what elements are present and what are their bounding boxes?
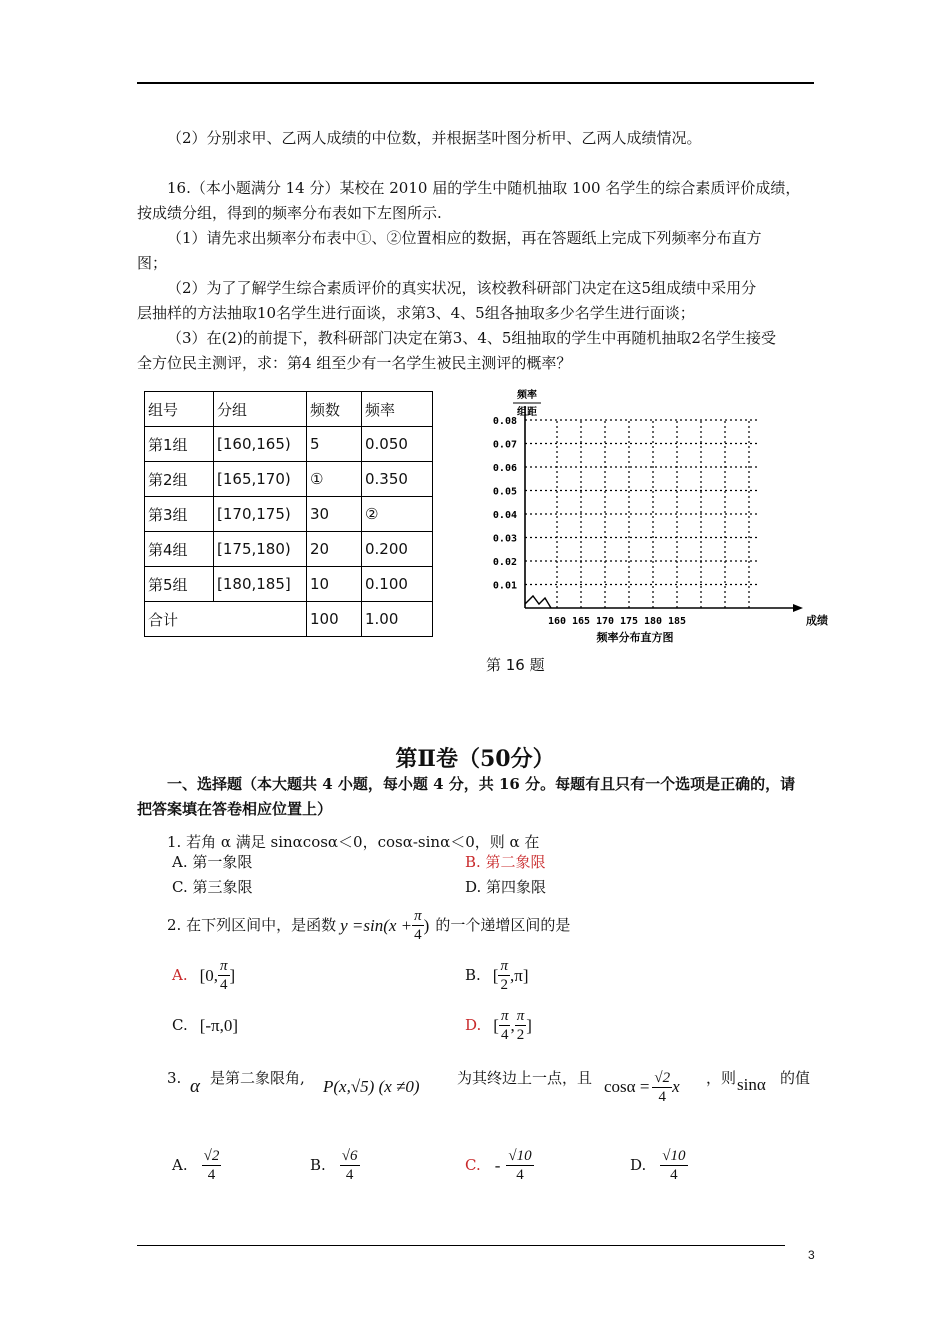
q3-b-label: B. — [310, 1155, 326, 1174]
frac-den: 4 — [414, 926, 422, 943]
section-heading-line2: 把答案填在答卷相应位置上） — [137, 800, 333, 818]
table-header-row — [145, 392, 433, 427]
q2-a-label: A. — [172, 965, 188, 984]
frac-num: π — [500, 1007, 509, 1024]
table-row — [145, 567, 433, 602]
y-tick-label: 0.07 — [492, 439, 517, 451]
q3-text3: ，则 — [706, 1069, 737, 1087]
q3-sin-label: sinα — [737, 1075, 766, 1094]
q2-c-label: C. — [172, 1015, 188, 1034]
frac-num: π — [516, 1007, 525, 1024]
q3-text2: 为其终边上一点，且 — [457, 1069, 593, 1087]
cell: 第2组 — [145, 462, 214, 497]
x-tick-label: 165 — [571, 616, 591, 627]
cell: 第1组 — [145, 427, 214, 462]
q16-caption: 第 16 题 — [486, 656, 545, 674]
cell: 20 — [307, 532, 362, 567]
total-freq: 1.00 — [362, 602, 433, 637]
y-label-top: 频率 — [517, 390, 537, 401]
q2-func-close: ) — [423, 915, 430, 935]
q1-stem: 1. 若角 α 满足 sinαcosα＜0，cosα-sinα＜0，则 α 在 — [167, 833, 540, 851]
th-group-id: 组号 — [145, 392, 214, 427]
axis-break-mark — [525, 596, 551, 608]
q1-option-b — [465, 850, 546, 875]
q16-intro-line1: 16.（本小题满分 14 分）某校在 2010 届的学生中随机抽取 100 名学生的综合素质评价成绩， — [167, 179, 801, 197]
y-tick-label: 0.02 — [492, 557, 517, 568]
chart-title: 频率分布直方图 — [596, 631, 674, 644]
q16-part3-line1: （3）在(2)的前提下，教科研部门决定在第3、4、5组抽取的学生中再随机抽取2名学生接受 — [167, 329, 776, 347]
cell: 30 — [307, 497, 362, 532]
frac-num: √2 — [654, 1069, 671, 1086]
q2-a-pre: [0, — [199, 965, 219, 985]
q16-part1-line2: 图； — [137, 254, 168, 272]
q2-b-fraction — [498, 957, 510, 994]
q2-option-a — [172, 955, 235, 995]
q3-option-b — [310, 1140, 360, 1190]
q2-c-text: [-π,0] — [199, 1015, 239, 1035]
q3-b-fraction — [340, 1147, 360, 1184]
q2-d-pre: [ — [493, 1015, 499, 1035]
q3-option-a — [172, 1140, 221, 1190]
cell: 第4组 — [145, 532, 214, 567]
q2-func-fraction — [412, 907, 424, 944]
cell: 0.350 — [362, 462, 433, 497]
total-count: 100 — [307, 602, 362, 637]
q3-cos-fraction — [652, 1069, 672, 1106]
q2-stem-pre: 2. 在下列区间中，是函数 — [167, 915, 337, 934]
histogram-grid — [493, 388, 828, 644]
q3-d-label: D. — [630, 1155, 647, 1174]
cell: 10 — [307, 567, 362, 602]
frac-den: 2 — [500, 976, 508, 993]
q3-text4: 的值 — [780, 1069, 811, 1087]
frac-den: 4 — [220, 976, 228, 993]
table-row — [145, 532, 433, 567]
table-row — [145, 462, 433, 497]
x-tick-label: 175 — [619, 616, 639, 627]
q1-option-d: D. 第四象限 — [465, 878, 547, 896]
frac-den: 4 — [207, 1166, 216, 1183]
cell: [170,175) — [214, 497, 307, 532]
q3-cos-label: cosα = — [604, 1077, 650, 1096]
cell: 0.200 — [362, 532, 433, 567]
q16-part2-line1: （2）为了了解学生综合素质评价的真实状况，该校教科研部门决定在这5组成绩中采用分 — [167, 279, 757, 297]
y-tick-label: 0.04 — [492, 510, 517, 521]
q2-a-fraction — [218, 957, 230, 994]
q1-option-a: A. 第一象限 — [172, 853, 253, 871]
q3-alpha: α — [190, 1076, 200, 1097]
frac-num: √6 — [341, 1147, 358, 1164]
header-rule — [137, 82, 814, 84]
q3-c-fraction — [506, 1147, 533, 1184]
q3-point: P(x,√5) (x ≠0) — [323, 1077, 420, 1096]
q2-a-post: ] — [229, 965, 236, 985]
q3-a-label: A. — [172, 1155, 188, 1174]
cell: [175,180) — [214, 532, 307, 567]
q2-d-label: D. — [465, 1015, 482, 1034]
q2-d-fraction-2 — [515, 1007, 527, 1044]
q16-part2-line2: 层抽样的方法抽取10名学生进行面谈，求第3、4、5组各抽取多少名学生进行面谈； — [137, 304, 695, 322]
frac-num: π — [500, 957, 508, 974]
cell: 5 — [307, 427, 362, 462]
frac-den: 4 — [658, 1088, 667, 1105]
q3-option-d — [630, 1140, 688, 1190]
y-label-bottom: 组距 — [517, 407, 537, 418]
q2-b-pre: [ — [492, 965, 499, 985]
cell: ① — [307, 462, 362, 497]
q3-c-neg: - — [494, 1155, 501, 1175]
cell: ② — [362, 497, 433, 532]
q2-stem-post: 的一个递增区间的是 — [435, 915, 571, 934]
cell: [160,165) — [214, 427, 307, 462]
cell: [165,170) — [214, 462, 307, 497]
frac-num: π — [220, 957, 228, 974]
footer-rule — [137, 1245, 785, 1246]
q2-option-d — [465, 1005, 532, 1045]
frequency-table — [144, 391, 433, 637]
th-group-range: 分组 — [214, 392, 307, 427]
cell: 第5组 — [145, 567, 214, 602]
part2-title: 第Ⅱ卷（50分） — [395, 746, 555, 772]
cell: 0.100 — [362, 567, 433, 602]
histogram-chart — [485, 375, 828, 650]
q2-b-post: ,π] — [509, 965, 529, 985]
frac-num: π — [414, 907, 422, 924]
x-tick-label: 185 — [667, 616, 687, 627]
q16-part3-line2: 全方位民主测评，求：第4 组至少有一名学生被民主测评的概率？ — [137, 354, 572, 372]
x-axis-arrow — [793, 604, 803, 612]
frac-den: 4 — [516, 1166, 524, 1183]
q2-func: y =sin(x + — [340, 915, 413, 935]
q2-d-mid: , — [510, 1015, 515, 1035]
q1-option-c: C. 第三象限 — [172, 878, 253, 896]
y-tick-label: 0.05 — [492, 486, 517, 498]
frac-den: 2 — [516, 1026, 525, 1043]
x-tick-label: 170 — [595, 616, 615, 627]
cell: [180,185] — [214, 567, 307, 602]
frac-den: 4 — [345, 1166, 354, 1183]
q1-option-b-text: B. 第二象限 — [465, 853, 546, 871]
q2-option-c — [172, 1005, 238, 1045]
frac-den: 4 — [500, 1026, 509, 1043]
x-tick-label: 180 — [643, 616, 663, 627]
page-number: 3 — [808, 1248, 815, 1262]
th-count: 频数 — [307, 392, 362, 427]
total-label: 合计 — [145, 602, 307, 637]
q2-option-b — [465, 955, 528, 995]
x-label: 成绩 — [806, 614, 828, 627]
q3-num: 3. — [167, 1069, 182, 1087]
q16-part1-line1: （1）请先求出频率分布表中①、②位置相应的数据，再在答题纸上完成下列频率分布直方 — [167, 229, 762, 247]
frac-num: √2 — [203, 1147, 220, 1164]
cell: 第3组 — [145, 497, 214, 532]
y-tick-label: 0.01 — [492, 580, 517, 592]
q3-x: x — [672, 1077, 680, 1096]
q3-cos-expr — [604, 1062, 680, 1112]
y-tick-label: 0.03 — [492, 533, 517, 545]
x-tick-label: 160 — [547, 616, 567, 627]
q3-text1: 是第二象限角, — [210, 1069, 305, 1087]
q3-d-fraction — [660, 1147, 687, 1184]
table-total-row — [145, 602, 433, 637]
q2-b-label: B. — [465, 965, 481, 984]
q3-option-c — [465, 1140, 534, 1190]
q3-c-label: C. — [465, 1155, 481, 1174]
table-row — [145, 427, 433, 462]
y-tick-label: 0.06 — [492, 463, 517, 474]
table-row — [145, 497, 433, 532]
frac-den: 4 — [670, 1166, 678, 1183]
section-heading-line1: 一、选择题（本大题共 4 小题，每小题 4 分，共 16 分。每题有且只有一个选项是正确的，请 — [167, 775, 796, 793]
q15-part2: （2）分别求甲、乙两人成绩的中位数，并根据茎叶图分析甲、乙两人成绩情况。 — [167, 129, 702, 147]
q2-d-post: ] — [526, 1015, 532, 1035]
frac-num: √10 — [662, 1147, 686, 1164]
q3-a-fraction — [202, 1147, 222, 1184]
th-freq: 频率 — [362, 392, 433, 427]
cell: 0.050 — [362, 427, 433, 462]
q2-d-fraction-1 — [499, 1007, 511, 1044]
y-tick-label: 0.08 — [492, 416, 517, 427]
frac-num: √10 — [508, 1147, 532, 1164]
q2-stem — [167, 905, 570, 945]
q16-intro-line2: 按成绩分组，得到的频率分布表如下左图所示. — [137, 204, 442, 222]
